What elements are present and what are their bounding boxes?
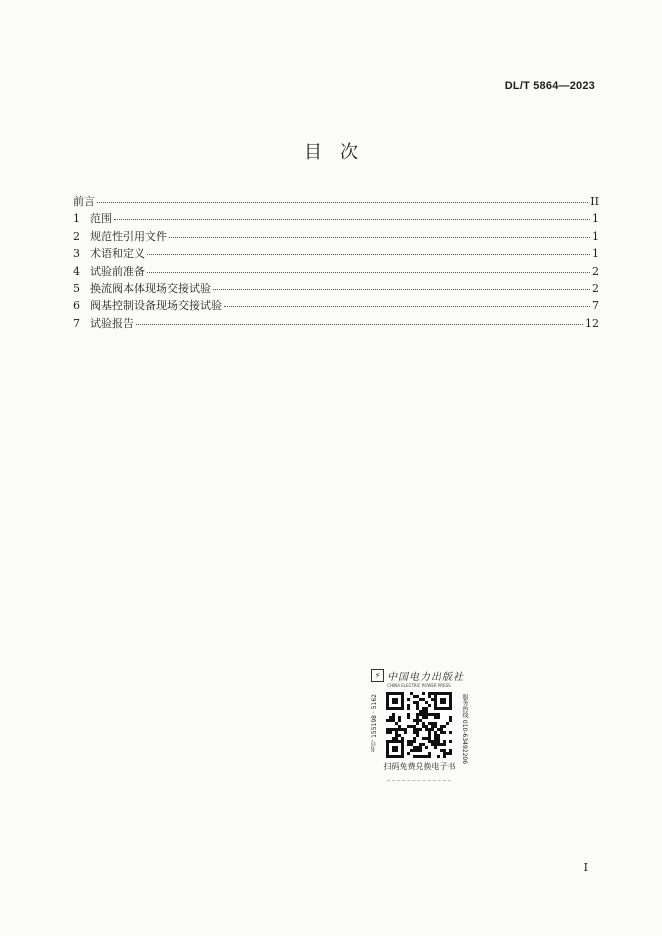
toc-leader-dots (114, 208, 590, 220)
toc-leader-dots (147, 243, 590, 255)
toc-entry-number: 2 (73, 229, 80, 243)
toc-leader-dots (147, 261, 590, 273)
qr-stamp (367, 664, 472, 784)
publisher-header (371, 668, 467, 682)
toc-entry-number: 7 (73, 316, 80, 330)
toc-entry-page: 1 (592, 212, 599, 226)
toc-entry-title: 前言 (73, 195, 95, 208)
toc-entry-title: 试验报告 (90, 316, 134, 330)
toc-entry-number: 1 (73, 212, 80, 226)
toc-entry-title: 范围 (90, 212, 112, 226)
publisher-logo-icon: ⚡ (371, 669, 384, 682)
publisher-name: 中国电力出版社 (387, 671, 464, 683)
document-code: DL/T 5864—2023 (504, 80, 595, 92)
publisher-name-en: CHINA ELECTRIC POWER PRESS (387, 683, 451, 688)
qr-code-icon[interactable] (384, 690, 454, 760)
toc-entry-title: 规范性引用文件 (90, 229, 167, 243)
toc-leader-dots (136, 313, 583, 325)
toc-entry-page: 2 (592, 264, 599, 278)
toc-entry-page: II (590, 195, 599, 208)
toc-list (73, 193, 599, 332)
toc-leader-dots (224, 295, 590, 307)
stamp-divider (387, 779, 451, 781)
hotline-label: 服务热线 010-63492206 (461, 694, 468, 765)
toc-entry-page: 1 (592, 229, 599, 243)
toc-entry-title: 试验前准备 (90, 264, 145, 278)
toc-leader-dots (97, 191, 588, 203)
toc-entry[interactable] (73, 315, 599, 332)
toc-title: 目 次 (304, 142, 358, 163)
toc-entry-number: 6 (73, 299, 80, 313)
toc-entry-title: 术语和定义 (90, 247, 145, 261)
toc-leader-dots (213, 278, 590, 290)
isbn-label: 书号 155198 · 5162 (371, 694, 378, 752)
toc-entry-page: 2 (592, 281, 599, 295)
toc-entry-title: 换流阀本体现场交接试验 (90, 281, 211, 295)
toc-entry-number: 4 (73, 264, 80, 278)
page-number: I (583, 861, 588, 874)
toc-leader-dots (169, 226, 590, 238)
toc-entry-page: 1 (592, 247, 599, 261)
toc-entry-title: 阀基控制设备现场交接试验 (90, 299, 222, 313)
toc-entry-number: 5 (73, 281, 80, 295)
qr-caption: 扫码免费兑换电子书 (383, 762, 456, 771)
toc-entry-page: 12 (585, 316, 599, 330)
toc-entry-page: 7 (592, 299, 599, 313)
toc-entry-number: 3 (73, 247, 80, 261)
